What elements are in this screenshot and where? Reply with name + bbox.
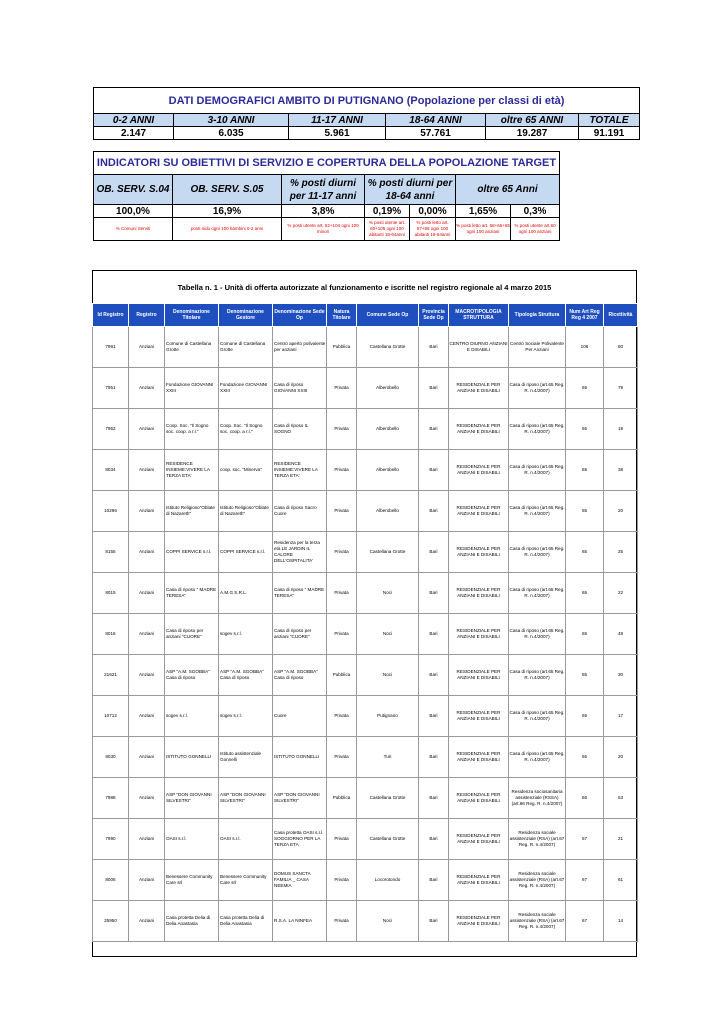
table-cell: Casa di riposo GIOVANNI XXIII (273, 368, 327, 409)
demographics-header: 3-10 ANNI (174, 114, 289, 127)
indicators-header-row (94, 175, 560, 205)
table-cell: Privata (327, 450, 357, 491)
table-cell: Cuore (273, 696, 327, 737)
table-row (93, 491, 638, 532)
table-cell: ISTITUTO GONNELLI (273, 737, 327, 778)
table-cell: Bari (419, 573, 449, 614)
table-cell: Anziani (129, 327, 165, 368)
table-cell: Casa di riposo IL SOGNO (273, 409, 327, 450)
registry-title: Tabella n. 1 - Unità di offerta autorizzate al funzionamento e iscritte nel registro regionale al 4 marzo 2015 (177, 283, 552, 292)
table-cell: 19 (604, 409, 638, 450)
registry-column-header: Num Art Reg Reg 4 2007 (566, 304, 604, 327)
table-cell: 20 (604, 737, 638, 778)
table-cell: ASP "A.M. SGOBBA" Casa di riposo (219, 655, 273, 696)
table-cell: 25950 (93, 901, 129, 942)
table-cell: 79 (604, 368, 638, 409)
indicators-header: OB. SERV. S.05 (173, 175, 282, 205)
table-cell: 67 (566, 901, 604, 942)
table-cell: RESIDENZIALE PER ANZIANI E DISABILI (449, 532, 509, 573)
table-cell: 66 (566, 778, 604, 819)
table-cell: Bari (419, 532, 449, 573)
table-cell: Fondazione GIOVANNI XXIII (219, 368, 273, 409)
table-cell: Residenza sociosanitaria assistenziale (RSSA) (art.66 Reg. R. n.4/2007) (509, 778, 566, 819)
demographics-title: DATI DEMOGRAFICI AMBITO DI PUTIGNANO (Popolazione per classi di età) (94, 88, 640, 114)
table-cell: Casa protetta OASI s.r.l. SOGGIORNO PER LA TERZA ETA (273, 819, 327, 860)
table-cell: ASP "DON GIOVANNI SILVESTRI" (273, 778, 327, 819)
table-cell: Pubblica (327, 655, 357, 696)
table-cell: Anziani (129, 450, 165, 491)
table-cell: Casa di riposo (art.65 Reg. R. n.4/2007) (509, 737, 566, 778)
table-cell: 17 (604, 696, 638, 737)
table-cell: Pubblica (327, 327, 357, 368)
table-cell: ISTITUTO GONNELLI (165, 737, 219, 778)
registry-column-header: Id Registro (93, 304, 129, 327)
table-cell: Bari (419, 901, 449, 942)
table-cell: Alberobello (357, 368, 419, 409)
table-cell: Centro aperto polivalente per anziani (273, 327, 327, 368)
table-cell: Bari (419, 737, 449, 778)
table-cell: Bari (419, 327, 449, 368)
table-cell: Casa di riposo (art.65 Reg. R. n.4/2007) (509, 450, 566, 491)
table-cell: Alberobello (357, 491, 419, 532)
table-cell: 14 (604, 901, 638, 942)
table-cell: RESIDENZIALE PER ANZIANI E DISABILI (449, 778, 509, 819)
table-cell: Casa di riposo (art.65 Reg. R. n.4/2007) (509, 491, 566, 532)
table-cell: RESIDENZIALE PER ANZIANI E DISABILI (449, 819, 509, 860)
table-row (93, 860, 638, 901)
demographics-header: TOTALE (579, 114, 640, 127)
table-cell: 65 (566, 573, 604, 614)
indicators-note: % posti utente art. 52+104 ogni 100 minori (282, 218, 365, 241)
demographics-value: 6.035 (174, 127, 289, 140)
table-cell: ASP "DON GIOVANNI SILVESTRI" (165, 778, 219, 819)
table-cell: Comune di Castellana Grotte (165, 327, 219, 368)
table-cell: 65 (566, 409, 604, 450)
table-row (93, 327, 638, 368)
registry-column-header: Comune Sede Op (357, 304, 419, 327)
registry-column-header: Denominazione Titolare (165, 304, 219, 327)
table-cell: 10296 (93, 491, 129, 532)
table-cell: Bari (419, 614, 449, 655)
demographics-value: 5.961 (289, 127, 386, 140)
table-row (93, 778, 638, 819)
table-cell: CENTRO DIURNO ANZIANI E DISABILI (449, 327, 509, 368)
table-cell: Casa di riposo (art.65 Reg. R. n.4/2007) (509, 696, 566, 737)
table-cell: Casa di riposo per anziani "CUORE" (273, 614, 327, 655)
table-cell: Castellana Grotte (357, 819, 419, 860)
indicators-note: % posti letto art. 57+58 ogni 100 abitanti 18-64anni (410, 218, 456, 241)
table-cell: Turi (357, 737, 419, 778)
demographics-header: oltre 65 ANNI (486, 114, 579, 127)
table-cell: 7990 (93, 819, 129, 860)
table-cell: RESIDENZIALE PER ANZIANI E DISABILI (449, 860, 509, 901)
table-cell: 53 (604, 778, 638, 819)
table-cell: Anziani (129, 491, 165, 532)
demographics-value: 91.191 (579, 127, 640, 140)
table-cell: 22 (604, 573, 638, 614)
demographics-value: 57.761 (386, 127, 486, 140)
table-row (93, 573, 638, 614)
table-cell: 7991 (93, 327, 129, 368)
table-cell: RESIDENZIALE PER ANZIANI E DISABILI (449, 450, 509, 491)
indicators-value: 100,0% (94, 205, 173, 218)
table-cell: Bari (419, 696, 449, 737)
table-cell: 65 (566, 614, 604, 655)
table-cell: Casa di riposo per anziani "CUORE" (165, 614, 219, 655)
table-cell: Privata (327, 573, 357, 614)
table-cell: 30 (604, 655, 638, 696)
indicators-header: % posti diurni per 18-64 anni (365, 175, 456, 205)
table-cell: Alberobello (357, 450, 419, 491)
table-cell: Privata (327, 901, 357, 942)
indicators-header: % posti diurni per 11-17 anni (282, 175, 365, 205)
table-cell: Privata (327, 491, 357, 532)
table-cell: Anziani (129, 819, 165, 860)
demographics-value-row (94, 127, 640, 140)
table-cell: 106 (566, 327, 604, 368)
table-cell: Putignano (357, 696, 419, 737)
demographics-table (93, 87, 640, 140)
table-cell: 67 (566, 860, 604, 901)
table-cell: A.M.G S.R.L. (219, 573, 273, 614)
table-cell: Privata (327, 737, 357, 778)
registry-column-header: Provincia Sede Op (419, 304, 449, 327)
indicators-value: 0,19% (365, 205, 410, 218)
table-cell: RESIDENZIALE PER ANZIANI E DISABILI (449, 655, 509, 696)
table-cell: 8016 (93, 614, 129, 655)
indicators-header: oltre 65 Anni (456, 175, 560, 205)
indicators-value: 16,9% (173, 205, 282, 218)
table-cell: 65 (566, 450, 604, 491)
table-cell: ASP "DON GIOVANNI SILVESTRI" (219, 778, 273, 819)
indicators-note-row (94, 218, 560, 241)
registry-column-header: Natura Titolare (327, 304, 357, 327)
table-cell: sogev s.r.l. (165, 696, 219, 737)
table-cell: Coop. Soc. "Il Sogno soc. coop. a r.l." (219, 409, 273, 450)
table-cell: R.S.A. LA NINFEA (273, 901, 327, 942)
table-row (93, 532, 638, 573)
table-cell: 60 (604, 327, 638, 368)
table-cell: OASI s.r.l. (165, 819, 219, 860)
table-cell: Anziani (129, 860, 165, 901)
registry-header-row (93, 304, 638, 327)
table-cell: ASP "A.M. SGOBBA" Casa di riposo (165, 655, 219, 696)
table-row (93, 409, 638, 450)
indicators-value: 3,8% (282, 205, 365, 218)
table-cell: coop. soc. "Minerva" (219, 450, 273, 491)
registry-column-header: Denominazione Sede Op (273, 304, 327, 327)
demographics-header: 0-2 ANNI (94, 114, 174, 127)
table-cell: 61 (604, 860, 638, 901)
indicators-note: % Comuni Serviti (94, 218, 173, 241)
table-row (93, 819, 638, 860)
table-cell: RESIDENZIALE PER ANZIANI E DISABILI (449, 737, 509, 778)
table-cell: Residenza per la terza età LE JARDIN IL CALORE DELL'OSPITALITA' (273, 532, 327, 573)
indicators-value: 1,65% (456, 205, 511, 218)
table-cell: 8006 (93, 860, 129, 901)
table-cell: RESIDENZIALE PER ANZIANI E DISABILI (449, 409, 509, 450)
registry-column-header: Denominazione Gestore (219, 304, 273, 327)
table-cell: Noci (357, 901, 419, 942)
indicators-note: % posti utente art.60 ogni 100 anziani (511, 218, 560, 241)
table-cell: 10712 (93, 696, 129, 737)
table-cell: Bari (419, 450, 449, 491)
indicators-note: % posti utente art. 60+105 ogni 100 abitanti 18-64anni (365, 218, 410, 241)
table-cell: 21621 (93, 655, 129, 696)
registry-body (93, 327, 638, 942)
table-cell: Anziani (129, 614, 165, 655)
table-cell: 8034 (93, 450, 129, 491)
table-cell: 65 (566, 737, 604, 778)
table-cell: Castellana Grotte (357, 327, 419, 368)
table-cell: Anziani (129, 655, 165, 696)
demographics-value: 19.287 (486, 127, 579, 140)
table-cell: Anziani (129, 737, 165, 778)
table-row (93, 655, 638, 696)
table-cell: 8030 (93, 737, 129, 778)
table-cell: RESIDENCE INSIEME:VIVERE LA TERZA ETA' (273, 450, 327, 491)
table-cell: Bari (419, 409, 449, 450)
table-row (93, 368, 638, 409)
table-cell: Centro Sociale Polivalente Per Anziani (509, 327, 566, 368)
table-cell: 8155 (93, 532, 129, 573)
table-cell: 48 (604, 614, 638, 655)
table-cell: DOMUS SANCTA FAMILIA _ CASA NEEMIA (273, 860, 327, 901)
table-cell: 65 (566, 491, 604, 532)
table-cell: RESIDENZIALE PER ANZIANI E DISABILI (449, 901, 509, 942)
table-cell: Bari (419, 860, 449, 901)
table-cell: OASI s.r.l. (219, 819, 273, 860)
table-cell: COPPI SERVICE s.r.l. (165, 532, 219, 573)
table-cell: RESIDENZIALE PER ANZIANI E DISABILI (449, 368, 509, 409)
indicators-table (93, 151, 560, 241)
demographics-header: 18-64 ANNI (386, 114, 486, 127)
table-cell: RESIDENZIALE PER ANZIANI E DISABILI (449, 573, 509, 614)
table-cell: Anziani (129, 778, 165, 819)
table-cell: Coop. Soc. "Il Sogno soc. coop. a r.l." (165, 409, 219, 450)
table-cell: Castellana Grotte (357, 532, 419, 573)
table-cell: Anziani (129, 409, 165, 450)
table-cell: 65 (566, 532, 604, 573)
table-cell: Benessere Community Care srl (219, 860, 273, 901)
table-cell: Istituto Religioso"Oblate di Nazareth" (219, 491, 273, 532)
table-cell: RESIDENZIALE PER ANZIANI E DISABILI (449, 696, 509, 737)
table-cell: Noci (357, 573, 419, 614)
table-cell: Casa di riposo (art.65 Reg. R. n.4/2007) (509, 532, 566, 573)
table-cell: Bari (419, 778, 449, 819)
table-cell: Casa protetta Delia di Delia Anastasia (165, 901, 219, 942)
table-cell: 67 (566, 819, 604, 860)
table-cell: Locorotondo (357, 860, 419, 901)
table-cell: Bari (419, 655, 449, 696)
table-cell: Privata (327, 368, 357, 409)
table-row (93, 614, 638, 655)
table-cell: Casa di riposo (art.65 Reg. R. n.4/2007) (509, 655, 566, 696)
table-cell: 65 (566, 696, 604, 737)
table-cell: Anziani (129, 573, 165, 614)
registry-column-header: Registro (129, 304, 165, 327)
table-cell: Privata (327, 614, 357, 655)
table-cell: 7988 (93, 778, 129, 819)
table-cell: Casa di riposo " MADRE TERESA" (165, 573, 219, 614)
table-cell: Casa di riposo (art.65 Reg. R. n.4/2007) (509, 368, 566, 409)
indicators-value: 0,00% (410, 205, 456, 218)
table-cell: sogev s.r.l. (219, 696, 273, 737)
table-cell: Privata (327, 696, 357, 737)
indicators-title: INDICATORI SU OBIETTIVI DI SERVIZIO E COPERTURA DELLA POPOLAZIONE TARGET (94, 152, 560, 175)
table-cell: 25 (604, 532, 638, 573)
table-cell: Residenza sociale assistenziale (RSA) (art.67 Reg. R. n.4/2007) (509, 819, 566, 860)
table-cell: Noci (357, 655, 419, 696)
table-cell: Istituto Religioso"Oblate di Nazareth" (165, 491, 219, 532)
table-cell: 8015 (93, 573, 129, 614)
table-cell: Residenza sociale assistenziale (RSA) (art.67 Reg. R. n.4/2007) (509, 901, 566, 942)
table-cell: 65 (566, 655, 604, 696)
table-cell: Fondazione GIOVANNI XXIII (165, 368, 219, 409)
table-cell: 7951 (93, 368, 129, 409)
indicators-header: OB. SERV. S.04 (94, 175, 173, 205)
table-cell: Comune di Castellana Grotte (219, 327, 273, 368)
table-row (93, 450, 638, 491)
table-cell: Pubblica (327, 778, 357, 819)
table-cell: Casa di riposo " MADRE TERESA" (273, 573, 327, 614)
table-cell: Anziani (129, 696, 165, 737)
table-cell: RESIDENCE INSIEME:VIVERE LA TERZA ETA' (165, 450, 219, 491)
table-cell: sogev s.r.l. (219, 614, 273, 655)
table-cell: Privata (327, 409, 357, 450)
table-cell: COPPI SERVICE s.r.l. (219, 532, 273, 573)
table-cell: 38 (604, 450, 638, 491)
table-cell: Anziani (129, 901, 165, 942)
registry-column-header: MACROTIPOLOGIA STRUTTURA (449, 304, 509, 327)
table-cell: Casa di riposo (art.65 Reg. R. n.4/2007) (509, 409, 566, 450)
table-cell: Privata (327, 819, 357, 860)
table-cell: Bari (419, 819, 449, 860)
table-cell: 65 (566, 368, 604, 409)
indicators-note: posti nido ogni 100 bambini 0-2 anni (173, 218, 282, 241)
registry-column-header: Tipologia Struttura (509, 304, 566, 327)
table-cell: Anziani (129, 368, 165, 409)
table-cell: Benessere Community Care srl (165, 860, 219, 901)
table-cell: Alberobello (357, 409, 419, 450)
table-cell: Casa protetta Delia di Delia Anastasia (219, 901, 273, 942)
table-cell: Privata (327, 532, 357, 573)
table-cell: Casa di riposo (art.65 Reg. R. n.4/2007) (509, 573, 566, 614)
table-cell: 7952 (93, 409, 129, 450)
table-cell: Privata (327, 860, 357, 901)
table-cell: 20 (604, 491, 638, 532)
table-cell: Bari (419, 368, 449, 409)
table-cell: RESIDENZIALE PER ANZIANI E DISABILI (449, 491, 509, 532)
table-cell: Anziani (129, 532, 165, 573)
table-cell: 21 (604, 819, 638, 860)
table-cell: Noci (357, 614, 419, 655)
table-cell: Bari (419, 491, 449, 532)
table-cell: Casa di riposo (art.65 Reg. R. n.4/2007) (509, 614, 566, 655)
table-row (93, 696, 638, 737)
table-cell: Residenza sociale assistenziale (RSA) (art.67 Reg. R. n.4/2007) (509, 860, 566, 901)
table-cell: Casa di riposo Sacro Cuore (273, 491, 327, 532)
indicators-value: 0,3% (511, 205, 560, 218)
demographics-header-row (94, 114, 640, 127)
demographics-header: 11-17 ANNI (289, 114, 386, 127)
table-cell: Castellana Grotte (357, 778, 419, 819)
table-cell: Istituto assistenziale Gonnelli (219, 737, 273, 778)
table-row (93, 901, 638, 942)
registry-column-header: Ricettività (604, 304, 638, 327)
indicators-note: % posti letto art. 58+66+65 ogni 100 anziani (456, 218, 511, 241)
table-cell: ASP "A.M. SGOBBA" Casa di riposo (273, 655, 327, 696)
registry-table (92, 303, 638, 942)
table-cell: RESIDENZIALE PER ANZIANI E DISABILI (449, 614, 509, 655)
indicators-value-row (94, 205, 560, 218)
demographics-value: 2.147 (94, 127, 174, 140)
table-row (93, 737, 638, 778)
